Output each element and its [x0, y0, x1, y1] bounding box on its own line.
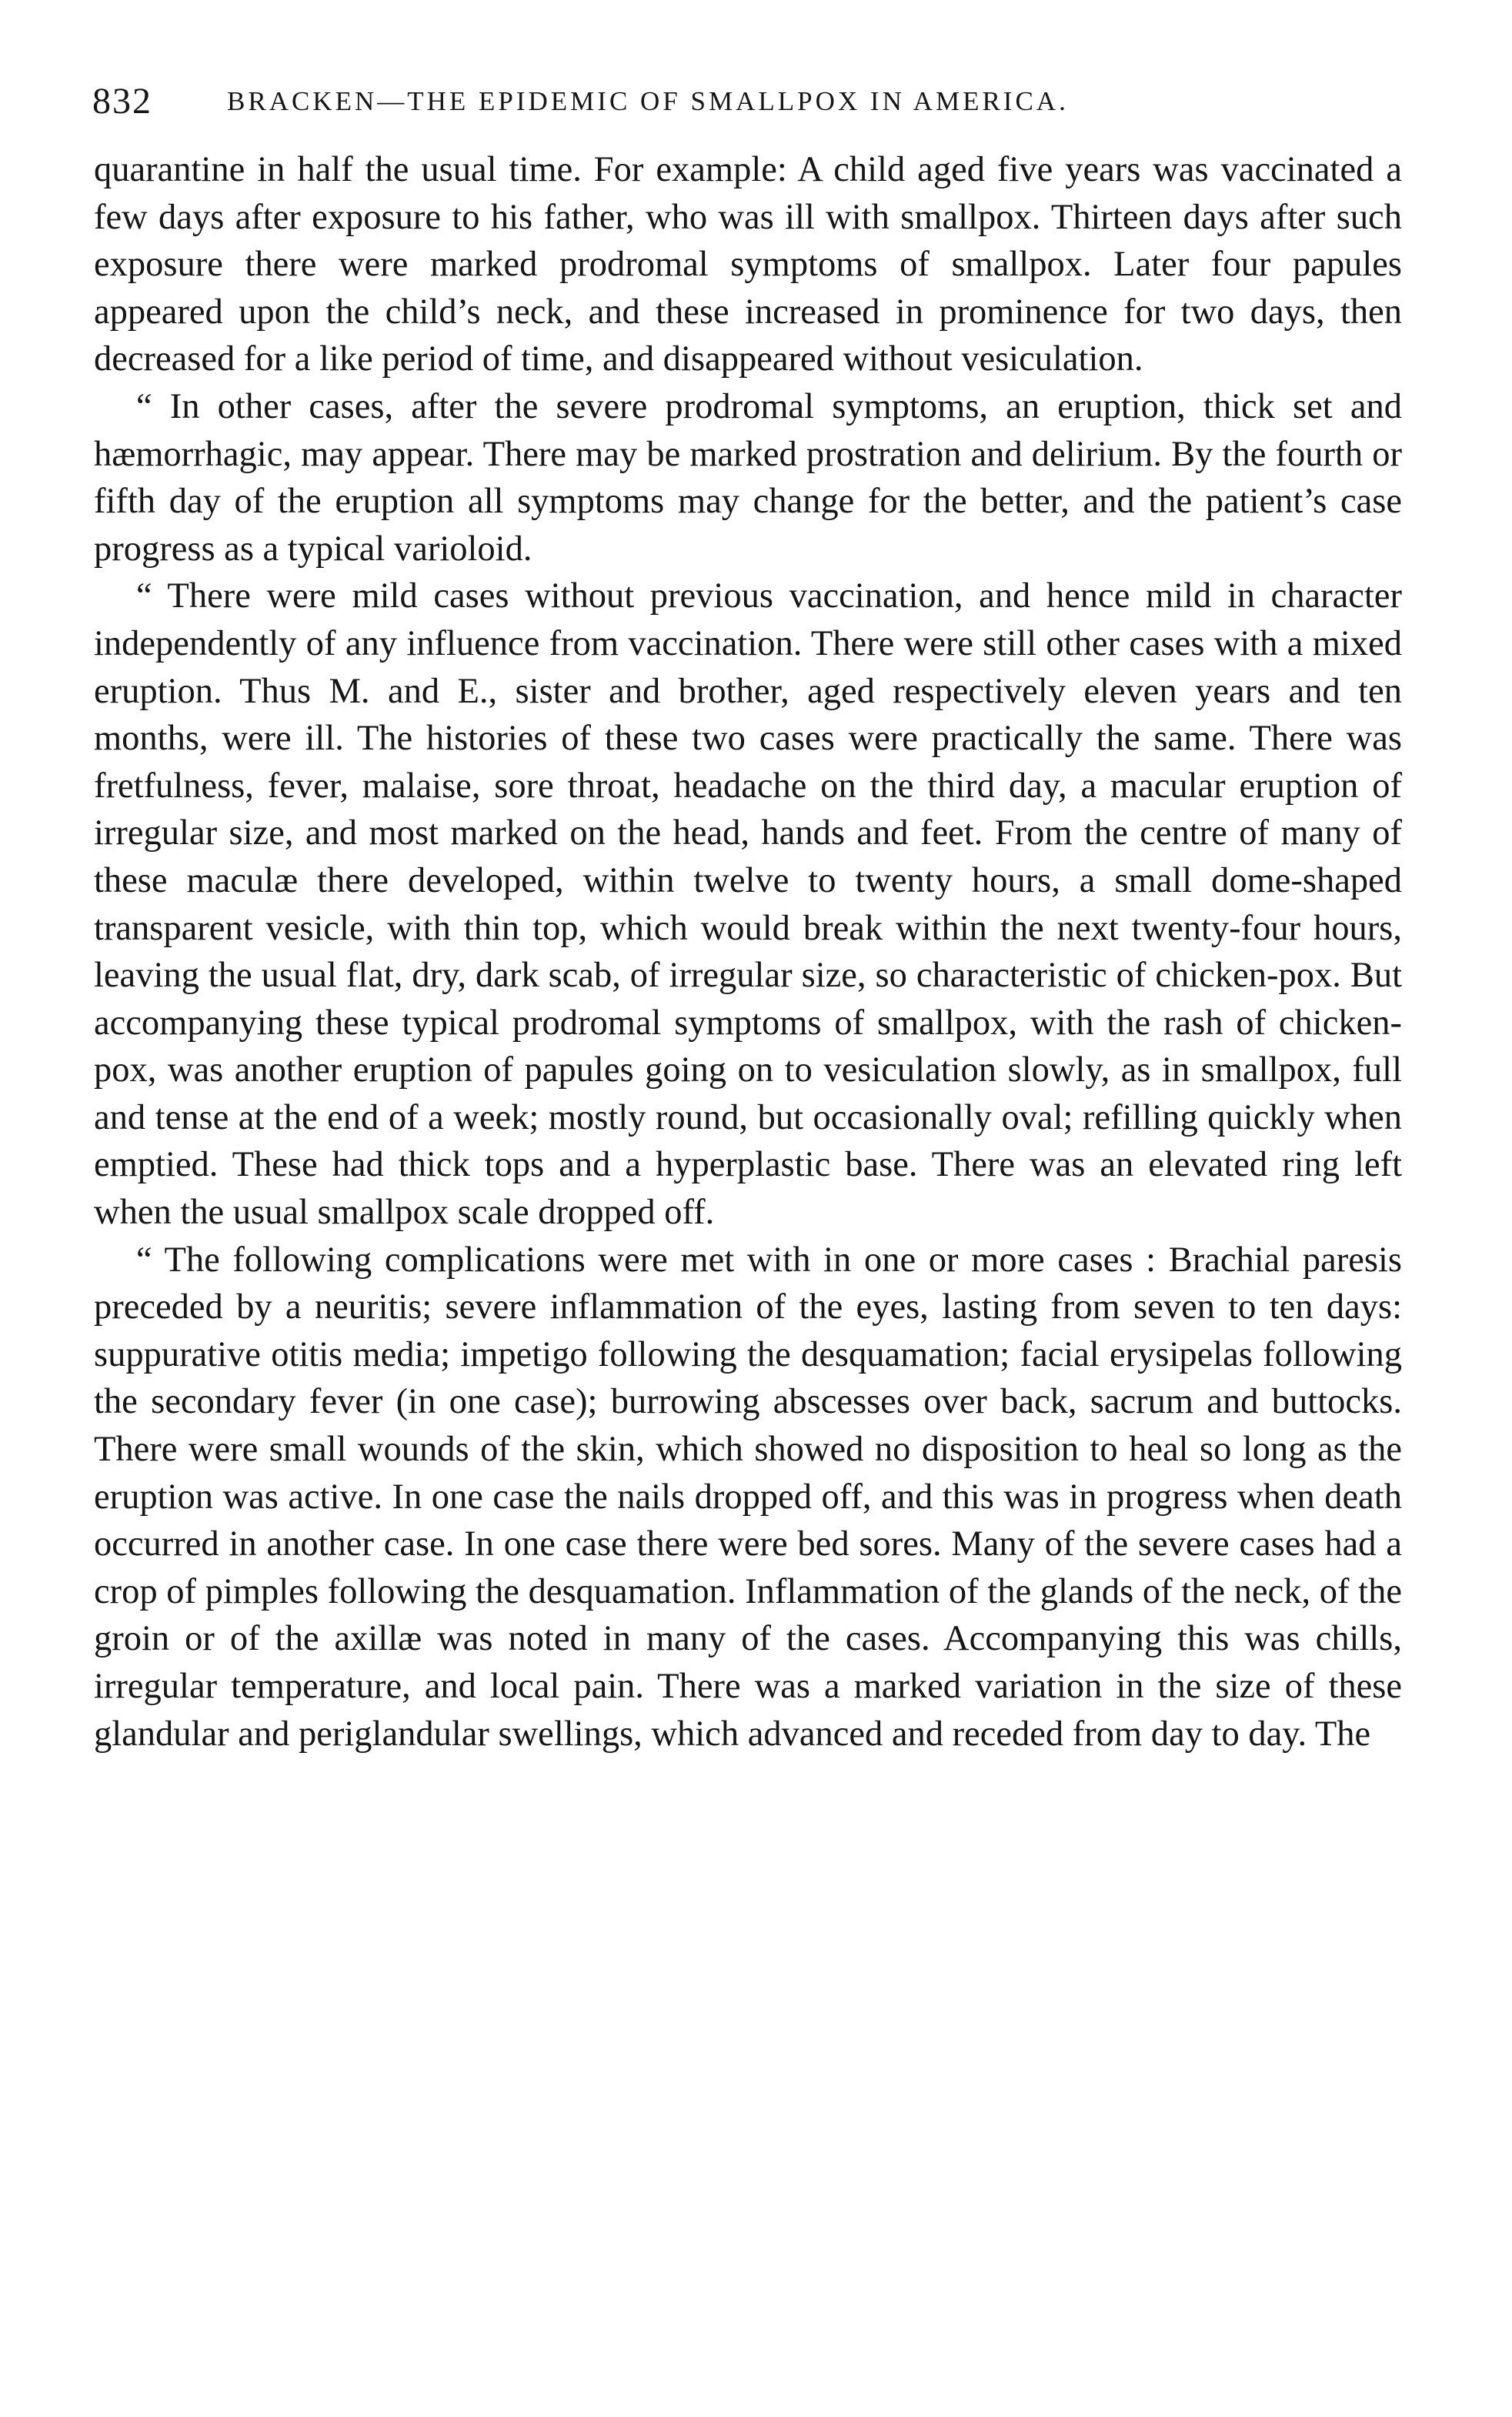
paragraph-hemorrhagic-cases: “ In other cases, after the severe prodromal symptoms, an eruption, thick set and hæmorrhagic, may appear. There may be marked prostration and delirium. By the fourth or fifth day of the eruption all symptoms may change for the better, and the patient’s case progress as a typical varioloid.	[94, 386, 1402, 569]
running-title: BRACKEN—THE EPIDEMIC OF SMALLPOX IN AMERICA.	[227, 86, 1069, 116]
page-header	[92, 80, 1416, 134]
page-number: 832	[92, 81, 152, 122]
paragraph-mixed-eruption: “ There were mild cases without previous vaccination, and hence mild in character independently of any influence from vaccination. There were still other cases with a mixed eruption. Thus M. and E., sister and brother, aged respectively eleven years and ten months, were ill. The histories of these two cases were practically the same. There was fretfulness, fever, malaise, sore throat, headache on the third day, a macular eruption of irregular size, and most marked on the head, hands and feet. From the centre of many of these maculæ there developed, within twelve to twenty hours, a small dome-shaped transparent vesicle, with thin top, which would break within the next twenty-four hours, leaving the usual flat, dry, dark scab, of irregular size, so characteristic of chicken-pox. But accompanying these typical prodromal symptoms of smallpox, with the rash of chicken-pox, was another eruption of papules going on to vesiculation slowly, as in smallpox, full and tense at the end of a week; mostly round, but occasionally oval; refilling quickly when emptied. These had thick tops and a hyperplastic base. There was an elevated ring left when the usual smallpox scale dropped off.	[94, 576, 1402, 1233]
paragraph-complications: “ The following complications were met with in one or more cases : Brachial paresis preceded by a neuritis; severe inflammation of the eyes, lasting from seven to ten days: suppurative otitis media; impetigo following the desquamation; facial erysipelas following the secondary fever (in one case); burrowing abscesses over back, sacrum and buttocks. There were small wounds of the skin, which showed no disposition to heal so long as the eruption was active. In one case the nails dropped off, and this was in progress when death occurred in another case. In one case there were bed sores. Many of the severe cases had a crop of pimples following the desquamation. Inflammation of the glands of the neck, of the groin or of the axillæ was noted in many of the cases. Accompanying this was chills, irregular temperature, and local pain. There was a marked variation in the size of these glandular and periglandular swellings, which advanced and receded from day to day. The	[94, 1240, 1402, 1754]
paragraph-continuation: quarantine in half the usual time. For example: A child aged five years was vaccinated a few days after exposure to his father, who was ill with smallpox. Thirteen days after such exposure there were marked prodromal symptoms of smallpox. Later four papules appeared upon the child’s neck, and these increased in prominence for two days, then decreased for a like period of time, and disappeared without vesiculation.	[94, 150, 1402, 379]
body-text	[94, 146, 1402, 1758]
